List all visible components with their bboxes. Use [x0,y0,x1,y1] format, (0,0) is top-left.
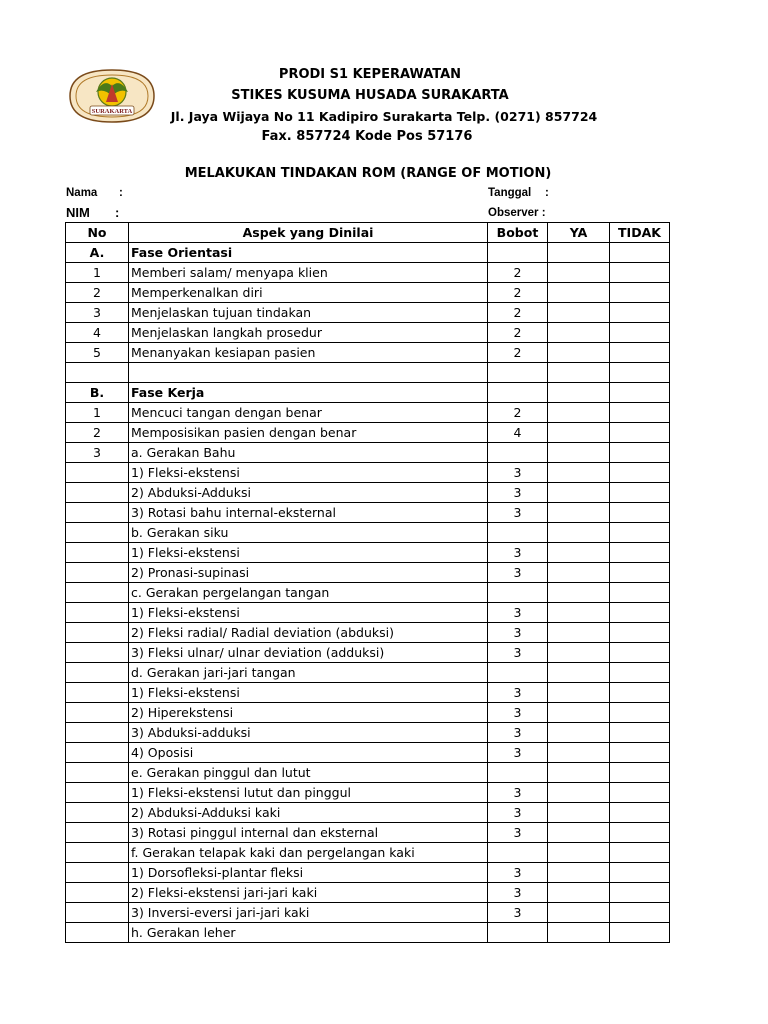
row-ya-cell[interactable] [548,443,610,463]
row-tidak-cell[interactable] [610,383,670,403]
row-ya-cell[interactable] [548,343,610,363]
table-row [66,463,670,483]
row-aspek: 2) Fleksi-ekstensi jari-jari kaki [129,883,488,903]
row-bobot: 2 [488,343,548,363]
row-tidak-cell[interactable] [610,323,670,343]
table-row [66,923,670,943]
row-tidak-cell[interactable] [610,523,670,543]
table-row [66,443,670,463]
table-row [66,583,670,603]
header-aspek: Aspek yang Dinilai [129,223,488,243]
row-ya-cell[interactable] [548,603,610,623]
row-bobot: 2 [488,323,548,343]
row-bobot: 2 [488,263,548,283]
table-row [66,703,670,723]
row-no [66,563,129,583]
row-ya-cell[interactable] [548,643,610,663]
row-ya-cell[interactable] [548,903,610,923]
row-tidak-cell[interactable] [610,363,670,383]
row-bobot: 2 [488,303,548,323]
row-bobot [488,523,548,543]
row-no [66,783,129,803]
table-row [66,603,670,623]
header-no: No [66,223,129,243]
row-bobot: 3 [488,723,548,743]
row-tidak-cell[interactable] [610,423,670,443]
table-row [66,883,670,903]
table-row [66,863,670,883]
row-aspek: 1) Fleksi-ekstensi [129,683,488,703]
row-aspek: 3) Rotasi pinggul internal dan eksternal [129,823,488,843]
row-no [66,723,129,743]
row-ya-cell[interactable] [548,623,610,643]
row-aspek: e. Gerakan pinggul dan lutut [129,763,488,783]
row-ya-cell[interactable] [548,723,610,743]
row-no [66,623,129,643]
table-row [66,743,670,763]
logo-text: SURAKARTA [91,108,133,115]
table-row [66,503,670,523]
row-ya-cell[interactable] [548,583,610,603]
table-row [66,823,670,843]
row-tidak-cell[interactable] [610,403,670,423]
row-ya-cell[interactable] [548,523,610,543]
row-bobot [488,763,548,783]
row-ya-cell[interactable] [548,803,610,823]
assessment-table [65,222,670,943]
row-tidak-cell[interactable] [610,703,670,723]
row-no: 4 [66,323,129,343]
row-no [66,743,129,763]
row-aspek: Memperkenalkan diri [129,283,488,303]
row-tidak-cell[interactable] [610,803,670,823]
table-row [66,323,670,343]
row-bobot: 4 [488,423,548,443]
tanggal-label: Tanggal [488,187,532,199]
row-no [66,363,129,383]
row-aspek: 1) Fleksi-ekstensi [129,543,488,563]
row-ya-cell[interactable] [548,243,610,263]
row-ya-cell[interactable] [548,543,610,563]
table-row [66,643,670,663]
row-no [66,863,129,883]
row-ya-cell[interactable] [548,403,610,423]
row-no: 3 [66,443,129,463]
table-row [66,343,670,363]
row-aspek: Memposisikan pasien dengan benar [129,423,488,443]
row-tidak-cell[interactable] [610,303,670,323]
table-row [66,263,670,283]
row-bobot: 3 [488,903,548,923]
row-no [66,503,129,523]
row-ya-cell[interactable] [548,463,610,483]
table-row [66,483,670,503]
row-bobot: 3 [488,703,548,723]
row-bobot [488,243,548,263]
row-tidak-cell[interactable] [610,283,670,303]
row-tidak-cell[interactable] [610,823,670,843]
header-address: Jl. Jaya Wijaya No 11 Kadipiro Surakarta Telp. (0271) 857724 [170,109,598,124]
row-ya-cell[interactable] [548,383,610,403]
row-bobot: 3 [488,803,548,823]
row-tidak-cell[interactable] [610,763,670,783]
row-aspek: a. Gerakan Bahu [129,443,488,463]
row-ya-cell[interactable] [548,563,610,583]
row-bobot: 3 [488,543,548,563]
row-ya-cell[interactable] [548,363,610,383]
row-aspek [129,363,488,383]
row-tidak-cell[interactable] [610,443,670,463]
row-aspek: Menjelaskan langkah prosedur [129,323,488,343]
row-tidak-cell[interactable] [610,723,670,743]
row-aspek: Menjelaskan tujuan tindakan [129,303,488,323]
row-ya-cell[interactable] [548,883,610,903]
row-tidak-cell[interactable] [610,603,670,623]
row-ya-cell[interactable] [548,323,610,343]
row-tidak-cell[interactable] [610,243,670,263]
row-bobot: 3 [488,623,548,643]
row-no [66,523,129,543]
row-aspek: f. Gerakan telapak kaki dan pergelangan kaki [129,843,488,863]
row-bobot: 3 [488,643,548,663]
row-bobot: 3 [488,563,548,583]
row-bobot: 3 [488,883,548,903]
row-aspek: 1) Fleksi-ekstensi [129,463,488,483]
row-bobot: 3 [488,503,548,523]
row-no [66,583,129,603]
row-aspek: 3) Abduksi-adduksi [129,723,488,743]
table-row [66,383,670,403]
row-ya-cell[interactable] [548,663,610,683]
row-no [66,883,129,903]
row-ya-cell[interactable] [548,283,610,303]
row-tidak-cell[interactable] [610,583,670,603]
row-aspek: 2) Fleksi radial/ Radial deviation (abduksi) [129,623,488,643]
table-header-row [66,223,670,243]
table-row [66,303,670,323]
table-row [66,663,670,683]
row-no [66,643,129,663]
row-tidak-cell[interactable] [610,863,670,883]
row-tidak-cell[interactable] [610,483,670,503]
row-no [66,703,129,723]
row-no: 2 [66,283,129,303]
header-bobot: Bobot [488,223,548,243]
row-bobot [488,843,548,863]
row-aspek: Fase Orientasi [129,243,488,263]
row-ya-cell[interactable] [548,703,610,723]
row-no [66,823,129,843]
row-aspek: Fase Kerja [129,383,488,403]
row-aspek: Memberi salam/ menyapa klien [129,263,488,283]
row-aspek: 4) Oposisi [129,743,488,763]
row-aspek: 2) Hiperekstensi [129,703,488,723]
row-bobot: 2 [488,283,548,303]
row-bobot [488,663,548,683]
row-no [66,903,129,923]
row-aspek: 2) Pronasi-supinasi [129,563,488,583]
row-bobot: 3 [488,483,548,503]
row-tidak-cell[interactable] [610,923,670,943]
table-row [66,843,670,863]
table-row [66,623,670,643]
row-no [66,543,129,563]
row-bobot: 3 [488,743,548,763]
row-bobot [488,383,548,403]
row-tidak-cell[interactable] [610,623,670,643]
row-no [66,843,129,863]
nama-label: Nama [66,187,98,199]
header-tidak: TIDAK [610,223,670,243]
row-tidak-cell[interactable] [610,563,670,583]
row-no [66,803,129,823]
row-ya-cell[interactable] [548,263,610,283]
table-row [66,523,670,543]
row-ya-cell[interactable] [548,683,610,703]
row-aspek: 1) Fleksi-ekstensi lutut dan pinggul [129,783,488,803]
row-no: B. [66,383,129,403]
table-row [66,423,670,443]
table-row [66,543,670,563]
row-no [66,923,129,943]
row-aspek: 3) Rotasi bahu internal-eksternal [129,503,488,523]
row-tidak-cell[interactable] [610,903,670,923]
row-ya-cell[interactable] [548,863,610,883]
row-ya-cell[interactable] [548,823,610,843]
row-bobot: 3 [488,783,548,803]
row-tidak-cell[interactable] [610,543,670,563]
row-ya-cell[interactable] [548,483,610,503]
row-tidak-cell[interactable] [610,783,670,803]
row-ya-cell[interactable] [548,843,610,863]
row-ya-cell[interactable] [548,923,610,943]
observer-label: Observer : [488,207,546,219]
row-tidak-cell[interactable] [610,463,670,483]
row-aspek: 1) Fleksi-ekstensi [129,603,488,623]
row-bobot [488,583,548,603]
row-no [66,603,129,623]
row-ya-cell[interactable] [548,783,610,803]
row-no: A. [66,243,129,263]
row-ya-cell[interactable] [548,743,610,763]
row-bobot: 3 [488,863,548,883]
row-bobot: 3 [488,603,548,623]
row-no [66,483,129,503]
row-aspek: c. Gerakan pergelangan tangan [129,583,488,603]
table-row [66,683,670,703]
table-row [66,763,670,783]
row-ya-cell[interactable] [548,503,610,523]
row-tidak-cell[interactable] [610,883,670,903]
table-row [66,403,670,423]
row-no: 1 [66,403,129,423]
row-tidak-cell[interactable] [610,343,670,363]
row-aspek: 2) Abduksi-Adduksi [129,483,488,503]
row-aspek: b. Gerakan siku [129,523,488,543]
row-tidak-cell[interactable] [610,263,670,283]
row-tidak-cell[interactable] [610,843,670,863]
row-tidak-cell[interactable] [610,663,670,683]
row-bobot: 3 [488,823,548,843]
table-row [66,283,670,303]
header-line-1: PRODI S1 KEPERAWATAN [278,67,462,82]
row-aspek: Mencuci tangan dengan benar [129,403,488,423]
row-ya-cell[interactable] [548,423,610,443]
row-bobot: 3 [488,683,548,703]
row-aspek: 2) Abduksi-Adduksi kaki [129,803,488,823]
row-bobot [488,443,548,463]
row-aspek: Menanyakan kesiapan pasien [129,343,488,363]
row-no [66,463,129,483]
row-no [66,683,129,703]
row-bobot [488,923,548,943]
row-no [66,663,129,683]
row-aspek: 1) Dorsofleksi-plantar fleksi [129,863,488,883]
row-bobot: 3 [488,463,548,483]
header-line-2: STIKES KUSUMA HUSADA SURAKARTA [231,88,509,103]
table-row [66,783,670,803]
nim-colon: : [115,205,120,220]
nim-label: NIM [66,205,90,220]
table-row [66,243,670,263]
tanggal-colon: : [545,187,549,199]
header-fax: Fax. 857724 Kode Pos 57176 [261,129,473,144]
row-aspek: d. Gerakan jari-jari tangan [129,663,488,683]
row-ya-cell[interactable] [548,303,610,323]
row-no: 3 [66,303,129,323]
table-row [66,903,670,923]
table-row [66,363,670,383]
row-tidak-cell[interactable] [610,503,670,523]
row-tidak-cell[interactable] [610,743,670,763]
row-bobot: 2 [488,403,548,423]
table-row [66,803,670,823]
row-aspek: h. Gerakan leher [129,923,488,943]
row-bobot [488,363,548,383]
nama-colon: : [119,187,123,199]
row-tidak-cell[interactable] [610,683,670,703]
row-no: 5 [66,343,129,363]
table-row [66,723,670,743]
row-no: 1 [66,263,129,283]
table-row [66,563,670,583]
row-no: 2 [66,423,129,443]
row-ya-cell[interactable] [548,763,610,783]
document-title: MELAKUKAN TINDAKAN ROM (RANGE OF MOTION) [184,166,552,181]
header-ya: YA [548,223,610,243]
row-aspek: 3) Inversi-eversi jari-jari kaki [129,903,488,923]
row-no [66,763,129,783]
row-aspek: 3) Fleksi ulnar/ ulnar deviation (adduksi) [129,643,488,663]
row-tidak-cell[interactable] [610,643,670,663]
